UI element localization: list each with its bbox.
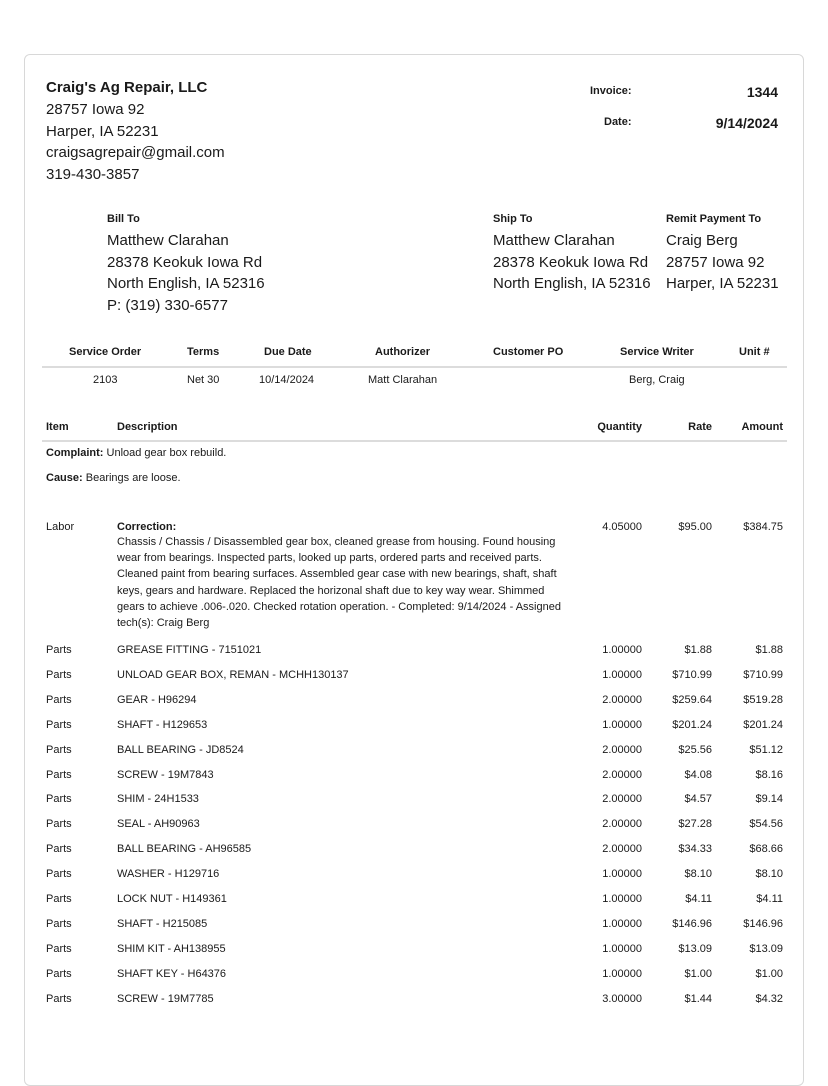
part-amount: $51.12 [749, 743, 783, 756]
labor-quantity: 4.05000 [602, 521, 642, 533]
remit-to-title: Remit Payment To [666, 213, 762, 225]
part-description: SHIM - 24H1533 [117, 793, 199, 806]
col-description: Description [117, 421, 178, 433]
part-quantity: 2.00000 [602, 768, 642, 781]
part-quantity: 1.00000 [602, 668, 642, 681]
part-item: Parts [46, 868, 72, 881]
part-quantity: 2.00000 [602, 743, 642, 756]
cause-label: Cause: [46, 472, 83, 484]
invoice-date: 9/14/2024 [715, 115, 778, 131]
part-description: UNLOAD GEAR BOX, REMAN - MCHH130137 [117, 668, 349, 681]
part-rate: $13.09 [678, 942, 712, 955]
part-quantity: 2.00000 [602, 793, 642, 806]
part-amount: $13.09 [749, 942, 783, 955]
part-rate: $1.44 [684, 992, 712, 1005]
part-item: Parts [46, 967, 72, 980]
part-item: Parts [46, 644, 72, 656]
part-quantity: 2.00000 [602, 693, 642, 706]
part-amount: $146.96 [743, 917, 783, 930]
remit-to-name: Craig Berg [666, 232, 738, 249]
company-address-line1: 28757 Iowa 92 [46, 101, 145, 118]
part-quantity: 1.00000 [602, 718, 642, 731]
remit-to-block [666, 213, 779, 295]
part-quantity: 1.00000 [602, 917, 642, 930]
service-writer-value: Berg, Craig [629, 374, 685, 386]
col-unit: Unit # [739, 346, 770, 358]
part-quantity: 1.00000 [602, 942, 642, 955]
table-row [25, 769, 803, 785]
part-rate: $8.10 [684, 868, 712, 881]
part-rate: $4.57 [684, 793, 712, 806]
part-rate: $201.24 [672, 718, 712, 731]
terms-value: Net 30 [187, 374, 220, 386]
part-description: SEAL - AH90963 [117, 818, 200, 831]
invoice-page [24, 54, 804, 1086]
col-item: Item [46, 421, 69, 433]
part-description: GEAR - H96294 [117, 693, 197, 706]
invoice-date-label: Date: [604, 116, 632, 128]
table-row [25, 993, 803, 1009]
table-row [25, 868, 803, 884]
complaint-note [46, 447, 226, 459]
col-authorizer: Authorizer [375, 346, 430, 358]
part-amount: $68.66 [749, 843, 783, 856]
col-customer-po: Customer PO [493, 346, 564, 358]
part-quantity: 1.00000 [602, 893, 642, 905]
part-quantity: 3.00000 [602, 992, 642, 1005]
part-rate: $1.00 [684, 967, 712, 980]
authorizer-value: Matt Clarahan [368, 374, 438, 386]
col-terms: Terms [187, 346, 220, 358]
part-description: SCREW - 19M7785 [117, 992, 214, 1005]
company-address-line2: Harper, IA 52231 [46, 122, 159, 140]
bill-to-phone: P: (319) 330-6577 [107, 296, 228, 314]
part-amount: $1.88 [755, 644, 783, 656]
labor-rate: $95.00 [678, 521, 712, 533]
part-amount: $519.28 [743, 693, 783, 706]
part-item: Parts [46, 718, 72, 731]
cause-note [46, 472, 181, 484]
part-amount: $54.56 [749, 818, 783, 831]
part-description: WASHER - H129716 [117, 868, 220, 881]
ship-to-city: North English, IA 52316 [493, 275, 651, 292]
cause-text: Bearings are loose. [82, 472, 181, 484]
part-item: Parts [46, 843, 72, 856]
table-row [25, 719, 803, 735]
part-description: SHAFT KEY - H64376 [117, 967, 227, 980]
col-quantity: Quantity [597, 421, 642, 433]
part-description: SHIM KIT - AH138955 [117, 942, 226, 955]
table-row [25, 893, 803, 909]
part-quantity: 2.00000 [602, 818, 642, 831]
part-quantity: 1.00000 [602, 868, 642, 881]
part-item: Parts [46, 743, 72, 756]
part-item: Parts [46, 818, 72, 831]
part-rate: $27.28 [678, 818, 712, 831]
part-description: BALL BEARING - JD8524 [117, 743, 244, 756]
company-name: Craig's Ag Repair, LLC [46, 79, 208, 96]
table-row [25, 943, 803, 959]
service-order-value: 2103 [93, 374, 118, 386]
part-description: SHAFT - H215085 [117, 917, 208, 930]
ship-to-street: 28378 Keokuk Iowa Rd [493, 253, 649, 271]
part-rate: $4.08 [684, 768, 712, 781]
part-rate: $4.11 [685, 893, 712, 905]
part-amount: $8.16 [755, 768, 783, 781]
part-quantity: 1.00000 [602, 967, 642, 980]
part-rate: $259.64 [672, 693, 712, 706]
complaint-text: Unload gear box rebuild. [103, 447, 227, 459]
invoice-number: 1344 [746, 84, 778, 100]
company-contact [46, 99, 225, 185]
part-amount: $1.00 [755, 967, 783, 980]
part-amount: $4.32 [755, 992, 783, 1005]
part-quantity: 1.00000 [602, 644, 642, 656]
col-due-date: Due Date [264, 346, 312, 358]
part-item: Parts [46, 768, 72, 781]
remit-to-city: Harper, IA 52231 [666, 275, 779, 292]
part-item: Parts [46, 793, 72, 806]
company-phone: 319-430-3857 [46, 165, 140, 183]
complaint-label: Complaint: [46, 447, 104, 459]
part-item: Parts [46, 917, 72, 930]
col-amount: Amount [741, 421, 783, 433]
table-row [25, 744, 803, 760]
part-item: Parts [46, 893, 72, 905]
part-item: Parts [46, 693, 72, 706]
bill-to-title: Bill To [107, 213, 140, 225]
due-date-value: 10/14/2024 [259, 374, 315, 386]
part-description: BALL BEARING - AH96585 [117, 843, 252, 856]
remit-to-street: 28757 Iowa 92 [666, 253, 765, 271]
ship-to-title: Ship To [493, 213, 533, 225]
part-description: SCREW - 19M7843 [117, 768, 214, 781]
bill-to-street: 28378 Keokuk Iowa Rd [107, 253, 263, 271]
labor-amount: $384.75 [743, 521, 783, 533]
bill-to-block [107, 213, 265, 316]
correction-text: Chassis / Chassis / Disassembled gear box, cleaned grease from housing. Found housing wear from bearings. Inspected parts, looked up parts, ordered parts and received parts. Cleaned paint from bearing surfaces. Assembled gear case with new bearings, shaft, shaft keys, gears and hardware. Replaced the horizonal shaft due to key way wear. Shimmed gears to achieve .006-.020. Checked rotation operation. - Completed: 9/14/2024 - Assigned tech(s): Craig Berg [117, 536, 561, 630]
col-service-writer: Service Writer [620, 346, 694, 358]
ship-to-name: Matthew Clarahan [493, 232, 615, 249]
bill-to-city: North English, IA 52316 [107, 275, 265, 292]
items-header-divider [42, 440, 787, 442]
bill-to-name: Matthew Clarahan [107, 232, 229, 249]
table-row [25, 644, 803, 660]
part-amount: $9.14 [755, 793, 783, 806]
table-row [25, 694, 803, 710]
part-rate: $34.33 [678, 843, 712, 856]
part-rate: $1.88 [684, 644, 712, 656]
table-row [25, 918, 803, 934]
part-amount: $710.99 [743, 668, 783, 681]
col-rate: Rate [688, 421, 712, 433]
table-row [25, 968, 803, 984]
part-amount: $201.24 [743, 718, 783, 731]
invoice-number-label: Invoice: [590, 85, 632, 97]
col-service-order: Service Order [69, 346, 142, 358]
labor-item: Labor [46, 521, 75, 533]
part-rate: $25.56 [678, 743, 712, 756]
part-item: Parts [46, 992, 72, 1005]
table-row [25, 669, 803, 685]
part-quantity: 2.00000 [602, 843, 642, 856]
order-header-divider [42, 366, 787, 368]
part-rate: $146.96 [672, 917, 712, 930]
correction-title: Correction: [117, 521, 177, 533]
part-description: GREASE FITTING - 7151021 [117, 644, 262, 656]
part-item: Parts [46, 668, 72, 681]
labor-description [117, 521, 572, 631]
company-email: craigsagrepair@gmail.com [46, 144, 225, 161]
table-row [25, 843, 803, 859]
part-description: SHAFT - H129653 [117, 718, 208, 731]
part-amount: $4.11 [756, 893, 783, 905]
ship-to-block [493, 213, 651, 295]
part-description: LOCK NUT - H149361 [117, 893, 227, 905]
table-row [25, 793, 803, 809]
table-row [25, 818, 803, 834]
part-amount: $8.10 [755, 868, 783, 881]
part-item: Parts [46, 942, 72, 955]
part-rate: $710.99 [672, 668, 712, 681]
